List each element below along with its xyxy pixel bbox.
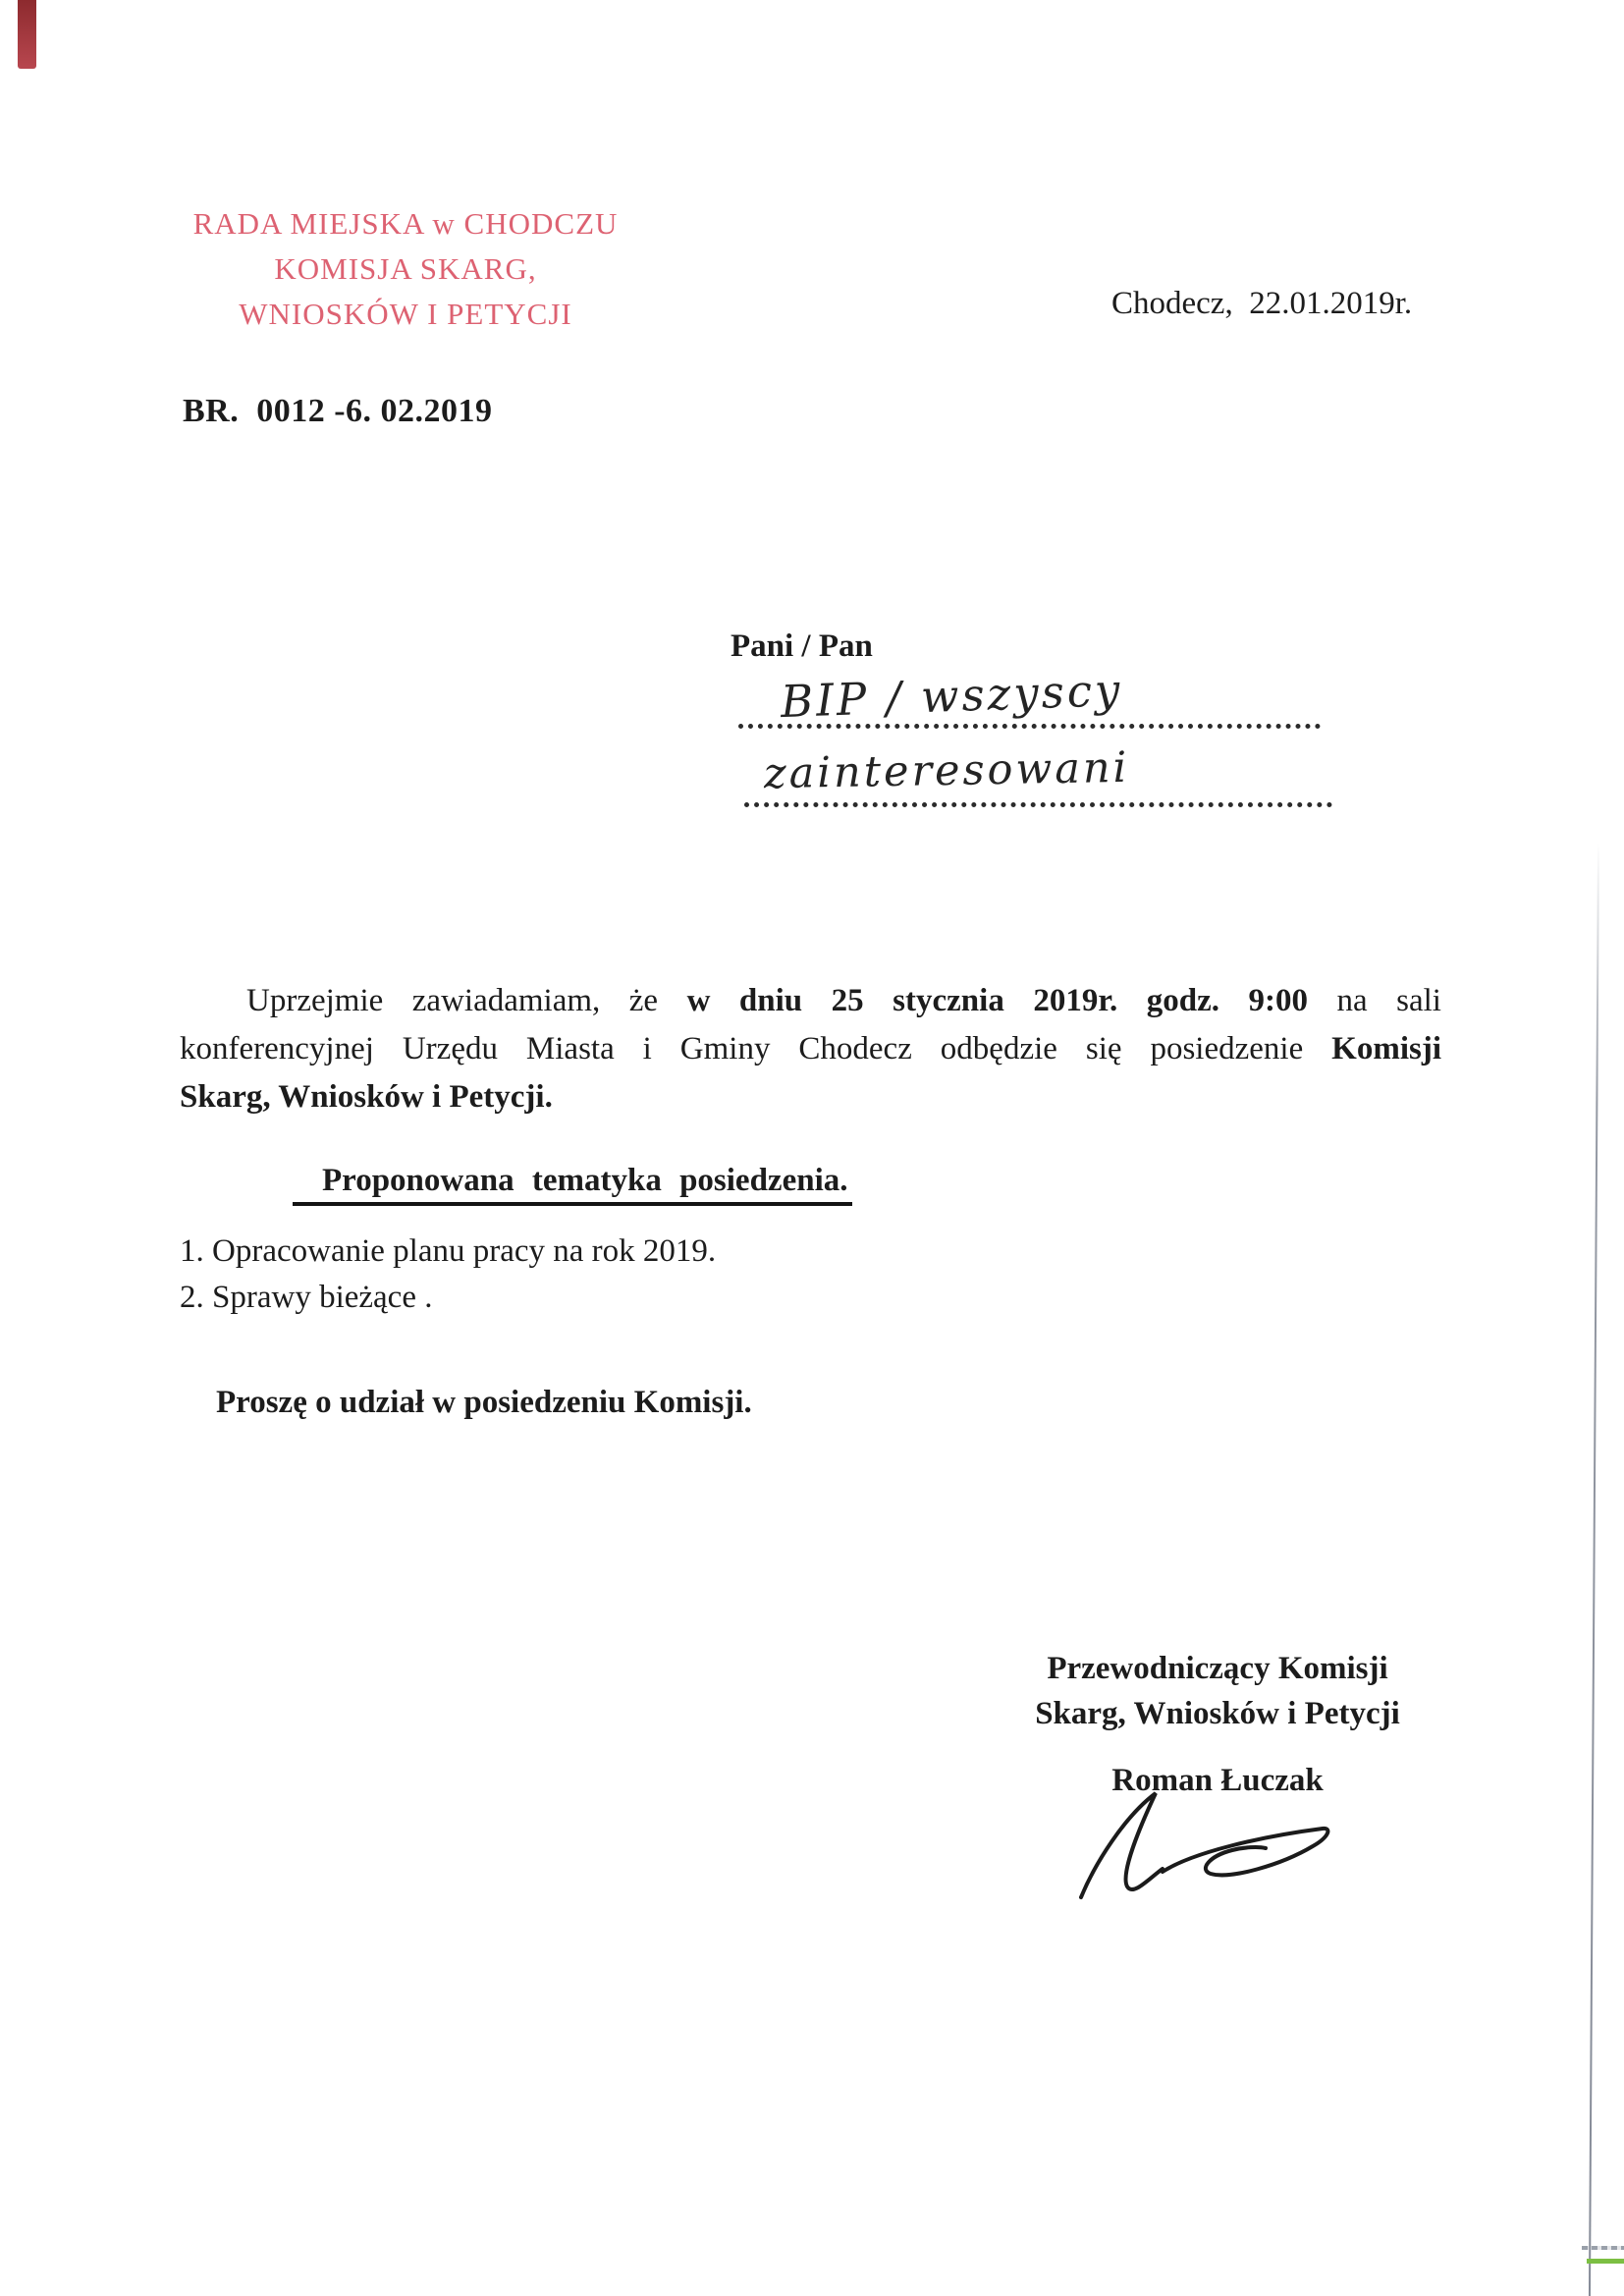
body-line2-regular1: konferencyjnej Urzędu Miasta i Gminy Chodecz odbędzie się posiedzenie xyxy=(180,1031,1332,1066)
recipient-dotted-line-2 xyxy=(744,802,1332,807)
scan-edge-dash-gray xyxy=(1582,2246,1624,2250)
letterhead-line-1: RADA MIEJSKA w CHODCZU xyxy=(192,206,619,241)
place-date-line: Chodecz, 22.01.2019r. xyxy=(1111,286,1413,321)
handwritten-signature xyxy=(1065,1787,1360,1905)
scan-edge-line xyxy=(1589,843,1599,2296)
body-line-2 xyxy=(180,1025,1441,1073)
agenda-item-2: 2. Sprawy bieżące . xyxy=(180,1280,433,1315)
signatory-name: Roman Łuczak xyxy=(1111,1763,1324,1798)
body-line1-regular2: na sali xyxy=(1307,983,1441,1018)
letterhead-stamp xyxy=(175,201,636,337)
scan-corner-mark xyxy=(18,0,36,69)
reference-number: BR. 0012 -6. 02.2019 xyxy=(183,393,493,429)
scan-edge-dash-green xyxy=(1587,2259,1624,2264)
body-line-1 xyxy=(180,977,1441,1025)
body-line-3 xyxy=(180,1073,1441,1121)
body-line1-regular1: Uprzejmie zawiadamiam, że xyxy=(246,983,687,1018)
body-line1-bold: w dniu 25 stycznia 2019r. godz. 9:00 xyxy=(686,983,1308,1018)
letterhead-line-2: KOMISJA SKARG, xyxy=(274,251,537,286)
recipient-dotted-line-1 xyxy=(738,724,1321,729)
body-paragraph xyxy=(180,977,1441,1121)
signature-title xyxy=(1021,1646,1414,1736)
signature-title-line-2: Skarg, Wniosków i Petycji xyxy=(1035,1696,1400,1731)
recipient-label: Pani / Pan xyxy=(731,629,873,664)
body-line2-bold: Komisji xyxy=(1331,1031,1441,1066)
agenda-heading: Proponowana tematyka posiedzenia. xyxy=(293,1163,852,1206)
recipient-handwritten-line-2: zainteresowani xyxy=(763,742,1130,799)
closing-request: Proszę o udział w posiedzeniu Komisji. xyxy=(216,1385,752,1420)
body-line3-bold: Skarg, Wniosków i Petycji. xyxy=(180,1079,553,1115)
agenda-item-1: 1. Opracowanie planu pracy na rok 2019. xyxy=(180,1233,717,1269)
signature-title-line-1: Przewodniczący Komisji xyxy=(1047,1651,1388,1686)
letterhead-line-3: WNIOSKÓW I PETYCJI xyxy=(239,297,572,331)
recipient-handwritten-line-1: BIP / wszyscy xyxy=(780,663,1124,729)
